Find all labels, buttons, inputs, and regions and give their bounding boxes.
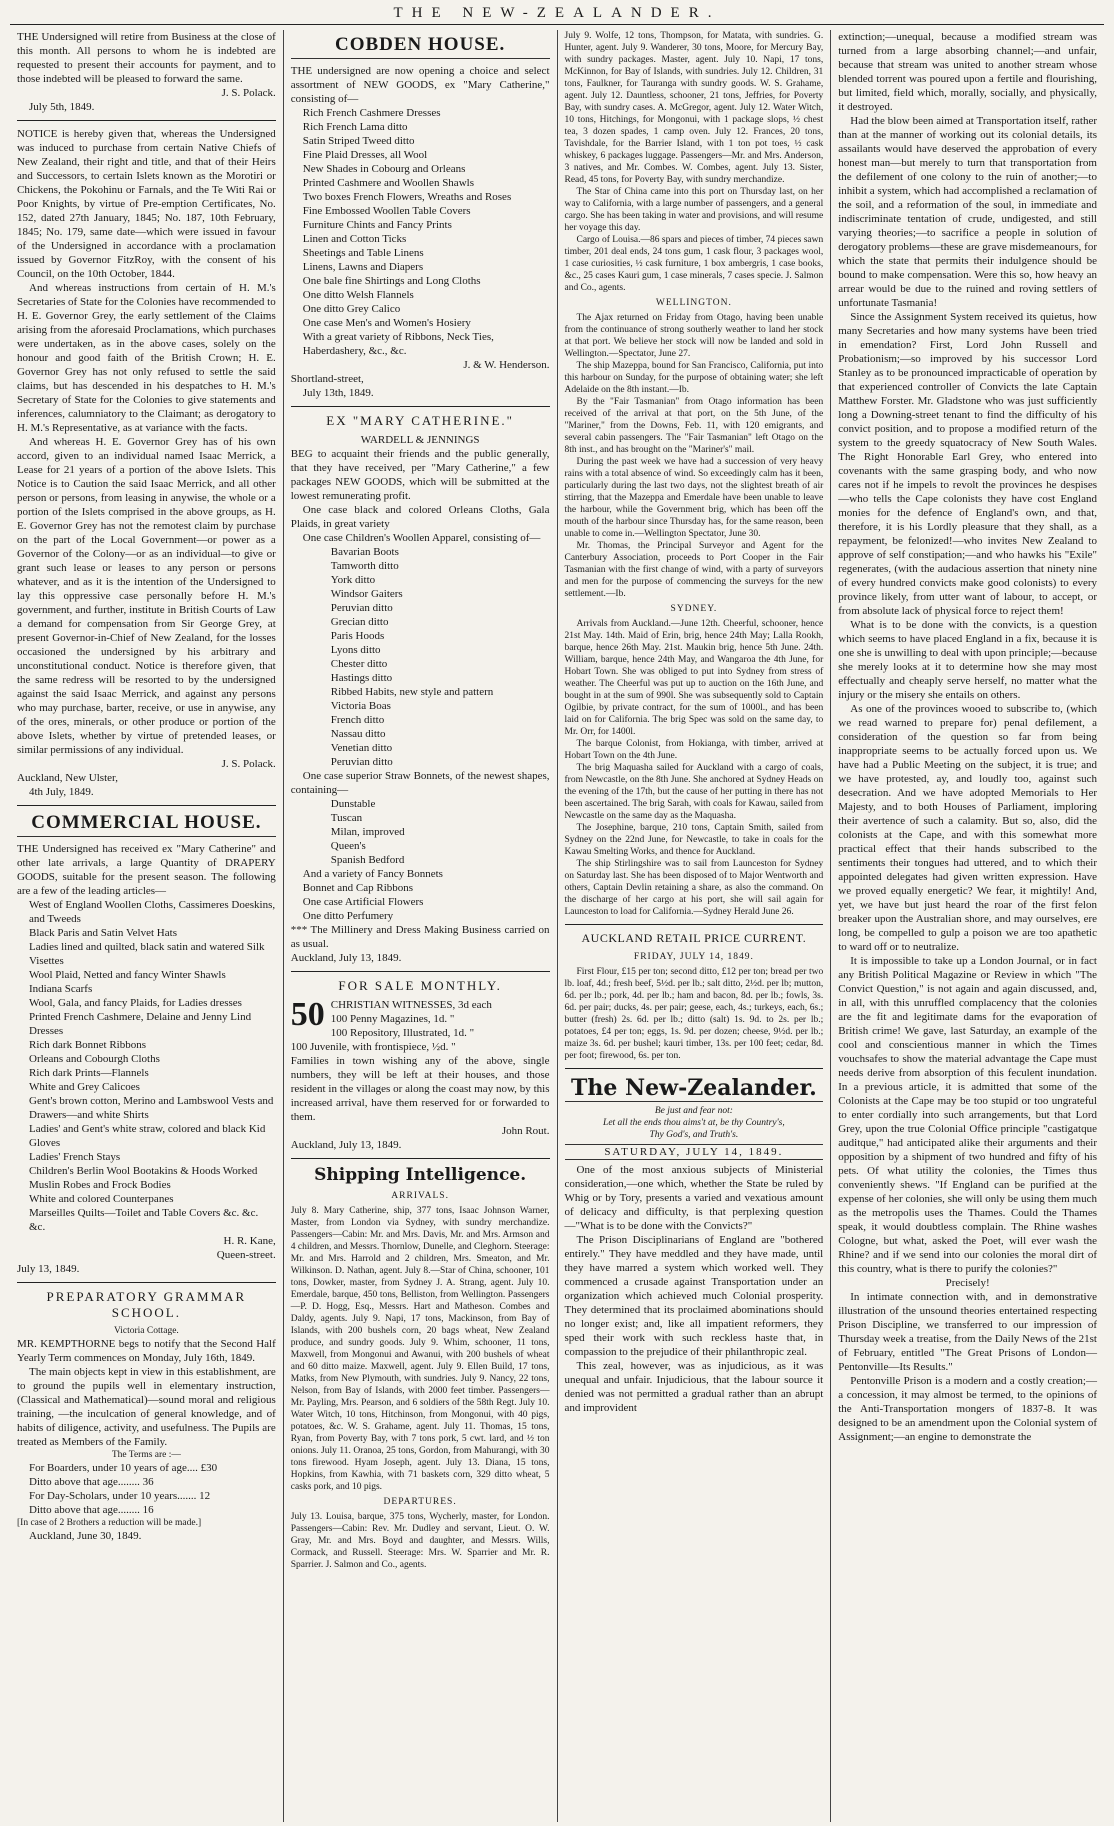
list-item: Bavarian Boots — [330, 546, 399, 558]
list-item: Ditto above that age........ 36 — [29, 1476, 154, 1488]
grammar-school-title: PREPARATORY GRAMMAR SCHOOL. — [46, 1289, 247, 1320]
list-item: Grecian ditto — [330, 616, 389, 628]
leader-paragraph-5: Had the blow been aimed at Transportation itself, rather than at the manner of working out its colonial details, its assailants would have deserved the approbation of every honest man—but merely to turn that transportation from the defilement of one colony to the ruin of another;—to inhibit a system, which had accomplished a reclamation of the soil, and a reformation of the soul, in immediate and indiscriminate tentation of crude, undigested, and still varying theories;—to sacrifice a people in solution of derogatory problems—these are grave misdemeanours, for which the state that permits their indulgence should be bound to make compensation. Were this so, how heavy an arrear would be due to the ruined and roving settlers of unfortunate Tasmania! — [838, 115, 1097, 309]
cobden-place: Shortland-street, — [290, 373, 364, 385]
retail-price-text: First Flour, £15 per ton; second ditto, £12 per ton; bread per two lb. loaf, 4d.; fresh beef, 5½d. per lb.; salt ditto, 2½d. per lb; mutton, 6d. per lb.; pork, 4d. per lb.; ham and bacon, 8d. per lb.; fowls, 3s. 6d. per pair; ducks, 4s. per pair; geese, each, 4s.; turkeys, each, 6s.; butter (fresh) 2s. 6d. per lb.; ditto (salt) 1s. 9d. to 2s. per lb.; potatoes, £4 per ton; eggs, 1s. 9d. per dozen; cheese, 9½d. per lb.; maize 3s. 6d. per bushel; kauri timber, 13s. per 100 feet; cedar, 8d. per foot; firewood, 6s. per ton. — [564, 967, 824, 1061]
grammar-note: [In case of 2 Brothers a reduction will be made.] — [17, 1518, 202, 1528]
list-item: Gent's brown cotton, Merino and Lambswool Vests and Drawers—and white Shirts — [29, 1095, 274, 1121]
leader-paragraph-7: What is to be done with the convicts, is a question which seems to have placed England in a fix, because it is one she is unwilling to deal with upon principle;—because she merely looks at it to determine how she may most effectually and cheaply serve herself, no matter what the injury or the misery she entails on others. — [838, 619, 1097, 701]
divider — [565, 1068, 824, 1069]
list-item: West of England Woollen Cloths, Cassimeres Doeskins, and Tweeds — [29, 899, 276, 925]
list-item: Indiana Scarfs — [29, 983, 93, 995]
list-item: 100 Penny Magazines, 1d. " — [330, 1013, 455, 1025]
departures-text: July 13. Louisa, barque, 375 tons, Wycherly, master, for London. Passengers—Cabin: Rev. Mr. Dudley and servant, Lieut. O. W. Gray, Mr. and Mrs. Boyd and daughter, and Messrs. Wills, Cormack, and Russell. Steerage: Mrs. W. Sparrier and Mr. R. Sparrier. J. Salmon and Co., agents. — [290, 1512, 550, 1570]
list-item: York ditto — [330, 574, 376, 586]
list-item: Milan, improved — [330, 826, 405, 838]
notice-retire-signature: J. S. Polack. — [221, 87, 276, 99]
list-item: One ditto Welsh Flannels — [302, 289, 414, 301]
list-item: One bale fine Shirtings and Long Cloths — [302, 275, 481, 287]
notice-retire-date: July 5th, 1849. — [29, 101, 95, 113]
mazeppa-text: The ship Mazeppa, bound for San Francisco, California, put into this harbour on Sunday, for the purpose of obtaining water; she left Adelaide on the 8th instant.—Ib. — [564, 361, 824, 395]
motto-line-1: Be just and fear not: — [654, 1106, 733, 1116]
wardell-intro-3: One case Children's Woollen Apparel, consisting of— — [302, 532, 541, 544]
departures-head: DEPARTURES. — [383, 1497, 457, 1507]
divider — [17, 805, 276, 806]
wardell-more-items — [291, 867, 550, 923]
list-item: Tuscan — [330, 812, 363, 824]
list-item: Marseilles Quilts—Toilet and Table Covers &c. &c. &c. — [29, 1207, 259, 1233]
masthead: THE NEW-ZEALANDER. — [10, 0, 1104, 25]
leader-paragraph-6: Since the Assignment System received its quietus, how many Secretaries and how many systems have been tried in emendation? First, Lord John Russell and Probationism;—so improved by his successor Lord Stanley as to be pronounced impracticable of operation by that experienced controller of Convicts the late Captain Matthew Forster. Mr. Gladstone who was just sufficiently long a Downing-street tenant to find the difficulty of his convict position, and to propose a modified return of the system to the greedy squatocracy of New South Wales. The Right Honorable Earl Grey, who entered into covenants with the same grasping body, and who now cares not if he impels to revolt the provinces he despises—who tells the Cape colonists they have cost England monies for the defence of England's own, and that, therefore, it is his Lordly pleasure that they shall, as a repayment, be felonized!—who invites New Zealand to approve of self constipation;—and who hawks his "Exile" regenerates, (with the audacious assertion that ninety nine of every hundred convicts make good colonists) to every province likely, from utter want of labour, to accept, or from absolute lack of physical force to reject them! — [838, 311, 1097, 617]
list-item: Victoria Boas — [330, 700, 391, 712]
list-item: Queen's — [330, 840, 366, 852]
list-item: Wool Plaid, Netted and fancy Winter Shawls — [29, 969, 226, 981]
list-item: Rich French Cashmere Dresses — [302, 107, 441, 119]
list-item: Peruvian ditto — [330, 756, 393, 768]
list-item: 100 Juvenile, with frontispiece, ½d. " — [290, 1041, 456, 1053]
list-item: Nassau ditto — [330, 728, 386, 740]
wardell-items — [291, 545, 550, 769]
list-item: Satin Striped Tweed ditto — [302, 135, 415, 147]
ex-mary-catherine-title: EX "MARY CATHERINE." — [326, 413, 514, 428]
leader-paragraph-4: extinction;—unequal, because a modified stream was turned from a large absorbing channel;—and unfair, because that stream was united to another stream whose blended torrent was poured upon a fertile and flourishing, but limited, field which, morally, socially, and physically, it destroyed. — [838, 31, 1097, 113]
list-item: Furniture Chints and Fancy Prints — [302, 219, 452, 231]
sale-block — [291, 998, 550, 1054]
list-item: Ditto above that age........ 16 — [29, 1504, 154, 1516]
list-item: Orleans and Cobourgh Cloths — [29, 1053, 160, 1065]
list-item: One ditto Grey Calico — [302, 303, 401, 315]
issue-date: SATURDAY, JULY 14, 1849. — [565, 1144, 824, 1160]
commercial-intro: THE Undersigned has received ex "Mary Catherine" and other late arrivals, a large Quantity of DRAPERY GOODS, suitable for the present season. The following are a few of the leading articles— — [17, 843, 276, 897]
fair-tasmanian-text: By the "Fair Tasmanian" from Otago information has been received of the arrival at that port, on the 5th June, of the "Mariner," from the Downs, Feb. 11, with 120 emigrants, and several cabin passengers. The "Fair Tasmanian" left Otago on the 8th inst., and has brought on the "Mariner's" mail. — [564, 397, 824, 455]
cobden-items — [291, 106, 550, 358]
list-item: Ladies lined and quilted, black satin and watered Silk Visettes — [29, 941, 265, 967]
list-item: Black Paris and Satin Velvet Hats — [29, 927, 177, 939]
cobden-intro: THE undersigned are now opening a choice and select assortment of NEW GOODS, ex "Mary Catherine," consisting of— — [290, 65, 550, 105]
leader-paragraph-2: The Prison Disciplinarians of England are "bothered entirely." They have meddled and they have made, until they have marred a system which worked well. They commenced a crusade against Transportation under an organization which achieved much Colonial prosperity. They determined that its proclaimed abominations should no longer exist; and, like all impatient reformers, they sped their work with such reckless haste that, in compassion to the prejudice of their philanthropic zeal. — [564, 1234, 824, 1358]
sale-text: Families in town wishing any of the above, single numbers, they will be left at their houses, and those resident in the villages or along the coast may now, by this increased arrival, have them reserved for or forwarded to them. — [290, 1055, 550, 1123]
list-item: Chester ditto — [330, 658, 388, 670]
list-item: Two boxes French Flowers, Wreaths and Roses — [302, 191, 512, 203]
grammar-school-text-2: The main objects kept in view in this establishment, are to ground the pupils well in elementary instruction, (Classical and Mathematical)—sound moral and religious training, —the inculcation of general knowledge, and of habits of diligence, activity, and usefulness. The Pupils are treated as Members of the Family. — [17, 1366, 276, 1448]
wardell-straw: One case superior Straw Bonnets, of the newest shapes, containing— — [290, 770, 550, 796]
wardell-jennings-head: WARDELL & JENNINGS — [360, 434, 480, 446]
paper-title: The New-Zealander. — [565, 1075, 824, 1102]
motto-line-3: Thy God's, and Truth's. — [649, 1130, 739, 1140]
list-item: Fine Plaid Dresses, all Wool — [302, 149, 428, 161]
sydney-text-5: The ship Stirlingshire was to sail from Launceston for Sydney on Saturday last. She has been disposed of to Major Wentworth and others, Captain Devlin retaining a share, as also the command. On the discharge of her cargo at his port, she will sail again for Launceston to load for California.—Sydney Herald June 26. — [564, 859, 824, 917]
column-4 — [830, 30, 1104, 1822]
list-item: Peruvian ditto — [330, 602, 393, 614]
list-item: Ribbed Habits, new style and pattern — [330, 686, 494, 698]
retail-price-date: FRIDAY, JULY 14, 1849. — [633, 952, 754, 962]
list-item: With a great variety of Ribbons, Neck Ties, Haberdashery, &c., &c. — [302, 331, 494, 357]
divider — [291, 1158, 550, 1159]
sydney-head: SYDNEY. — [670, 604, 718, 614]
star-of-china-text: The Star of China came into this port on Thursday last, on her way to California, with a large number of passengers, and a general cargo. She has been taking in water and provisions, and will resume her voyage this day. — [564, 187, 824, 233]
cobden-date: July 13th, 1849. — [302, 387, 374, 399]
wardell-straw-items — [291, 797, 550, 867]
list-item: Rich dark Bonnet Ribbons — [29, 1039, 147, 1051]
list-item: One ditto Perfumery — [302, 910, 394, 922]
motto-line-2: Let all the ends thou aims't at, be thy Country's, — [603, 1118, 785, 1128]
cargo-louisa-text: Cargo of Louisa.—86 spars and pieces of timber, 74 pieces sawn timber, 201 deal ends, 24 tons gum, 1 cask flour, 3 packages wool, 1 case curiosities, ½ cask furniture, 1 box ambergris, 1 case books, &c., 25 cases Kauri gum, 1 case minerals, 7 cases specie. J. Salmon and Co., agents. — [564, 235, 824, 293]
notice-islets-3: And whereas H. E. Governor Grey has of his own accord, given to an individual named Isaac Merrick, a Lease for 21 years of a portion of the above Islets. This Notice is to Caution the said Isaac Merrick, and all other person or persons, from leasing in anywise, the whole or a portion of the Islets comprised in the above groups, as H. E. Governor Grey has not the remotest claim by purchase on the part of the Local Government—or power as a Governor of the Colony—or as an individual—to give or grant such lease or leases to any person or persons whatever, and as it is the intention of the Undersigned to lay this oppressive case personally before H. M.'s government, and further, institute in British Courts of Law a demand for compensation from Sir George Grey, at present Governor-in-Chief of New Zealand, for the losses occasioned the undersigned by his arbitrary and unconstitutional conduct. Notice is therefore given, that the same redress will be resorted to by the undersigned against the said Isaac Merrick, and against any persons who may purchase, barter, receive, or use in anywise, any of the ores, minerals, or other produce or portion of the above Islets, whether by virtue of pretended leases, or similar permissions of any individual. — [17, 436, 276, 756]
list-item: Sheetings and Table Linens — [302, 247, 424, 259]
list-item: French ditto — [330, 714, 385, 726]
divider — [291, 971, 550, 972]
for-sale-title: FOR SALE MONTHLY. — [338, 978, 502, 993]
grammar-school-text: MR. KEMPTHORNE begs to notify that the Second Half Yearly Term commences on Monday, July 16th, 1849. — [17, 1338, 276, 1364]
list-item: Rich French Lama ditto — [302, 121, 408, 133]
thomas-text: Mr. Thomas, the Principal Surveyor and Agent for the Canterbury Association, proceeds to Port Cooper in the Fair Tasmanian with the first change of wind, with a party of surveyors and men for the purpose of commencing the surveys for the new settlement.—Ib. — [564, 541, 824, 599]
notice-islets-2: And whereas instructions from certain of H. M.'s Secretaries of State for the Colonies have recommended to H. E. Governor Grey, the early settlement of the Claims arising from the aforesaid Proclamations, which purchases were undertaken, as in the above cases, solely on the honour and good faith of the British Crown; H. E. Governor Grey has not only refused to settle the said claims, but has descended in his despatches to H. M.'s Secretary of State for the Colonies to give statements and inferences, calumniatory to the Claimant; as derogatory to H. M.'s Representative, as at variance with the facts. — [17, 282, 276, 434]
list-item: New Shades in Cobourg and Orleans — [302, 163, 466, 175]
list-item: Children's Berlin Wool Bootakins & Hoods Worked Muslin Robes and Frock Bodies — [29, 1165, 258, 1191]
notice-islets: NOTICE is hereby given that, whereas the Undersigned was induced to purchase from certain Native Chiefs of New Zealand, their right and title, and that of their Heirs and Successors, to certain Islets known as the Morotiri or Chickens, the Pokohinu or Farnals, and the Te Witi Rai or Poor Knights, by virtue of Pre-emption Certificates, No. 152, dated 27th January, 1845; No. 187, 10th February, 1845; No. 179, same date—which were issued in favour of the Undersigned in accordance with a proclamation issued by Governor FitzRoy, with the consent of his Council, on the 10th October, 1844. — [17, 128, 276, 280]
sydney-text: Arrivals from Auckland.—June 12th. Cheerful, schooner, hence 21st May. 14th. Maid of Erin, brig, hence 24th May; Lalla Rookh, barque, hence 26th May. 21st. Maukin brig, hence 5th June. 24th. William, barque, hence 24th May, and Wangaroa the 4th June, for Hobart Town. She was obliged to put into Sydney from stress of weather. The Cheerful was put up to auction on the 16th June, and bought in at the sum of 990l. She was subsequently sold to Captain Ogilbie, by private contract, for the sum of 1000l., and has been laid on for California. The brig Spec was sold on the same day, to Mr. Orr, for 1400l. — [564, 619, 824, 737]
leader-paragraph-1: One of the most anxious subjects of Ministerial consideration,—one which, whether the State be ruled by Whig or by Tory, presents a varied and vexatious amount of delicacy and difficulty, is that perplexing question—"What is to be done with the Convicts?" — [564, 1164, 824, 1232]
leader-paragraph-9: It is impossible to take up a London Journal, or in fact any British Political Magazine or Review in which "The Convict Question," is not again and again discussed, and, in all, with this unruffled complacency that the colonies are the fit and legitimate dams for the evaporation of British crime! We gave, last Saturday, an example of the cool and conscientious manner in which the Times vouchsafes to show the material advantage the Cape must needs derive from absorption of this feculent inundation. In a previous article, it is admitted that some of the Colonists at the Cape may be too stupid or too ungrateful to enter cordially into such arrangements, but that Lord Grey, upon the true Colonial Office principle "castigatque auditque," had anticipated alike their arguments and their opposition by a shipment of two hundred and fifty of his pets. Of what utility the colonies, the Times thus conveniently shews. "If England can be purified at the expense of her colonies, she will only be using them much as the metropolis uses the Thames. Could the Thames speak, it would doubtless complain. The Rhine washes Cologne, but what, asked the Poet, will ever wash the Rhine? and if we send into our colonies the moral dirt of this country, what is there to purify the colonies?" — [838, 955, 1097, 1275]
wardell-intro-2: One case black and colored Orleans Cloths, Gala Plaids, in great variety — [290, 504, 550, 530]
grammar-terms-head: The Terms are :— — [111, 1450, 181, 1460]
list-item: White and Grey Calicoes — [29, 1081, 140, 1093]
sale-big-number: 50 — [290, 998, 325, 1033]
grammar-school-sub: Victoria Cottage. — [113, 1326, 179, 1336]
list-item: Wool, Gala, and fancy Plaids, for Ladies dresses — [29, 997, 242, 1009]
list-item: Linen and Cotton Ticks — [302, 233, 407, 245]
shipping-intelligence-title: Shipping Intelligence. — [314, 1165, 527, 1185]
arrivals-text: July 8. Mary Catherine, ship, 377 tons, Isaac Johnson Warner, Master, from London via Sydney, with sundry merchandize. Passengers—Cabin: Mr. and Mrs. Davis, Mr. and Mrs. Armson and 4 children, and Messrs. Thornlow, Dunelle, and Cleghorn. Steerage: Mr. and Mrs. Harrold and 2 children, Mrs. Smeaton, and Mr. Wilkinson. D. Nathan, agent. July 8.—Star of China, schooner, 101 tons, Dowker, master, from Sydney J. A. Strang, agent. July 10. Emerdale, barque, 450 tons, Belliston, from Wellington. Passengers—P. D. Hogg, Esq., Messrs. Hart and Matheson. Combes and Daldy, agents. July 9. Napi, 17 tons, Mackinson, from Bay of Islands, with 200 bushels corn, 20 bags wheat, New Zealand produce, and sundry goods. July 9. Whim, schooner, 11 tons, Maxwell, from Mongonui and Awanui, with 200 bushels of wheat and 60 ditto maize. Maxwell, agent. July 9. Ellen Build, 17 tons, Matks, from New Plymouth, with sundries. July 9. Nancy, 22 tons, Nelson, from Bay of Islands, with 2000 feet timber. Passengers—Mr. Payling, Mrs. Pearson, and 6 soldiers of the 58th Regt. July 10. Water Witch, 10 tons, Hitchinson, from Mongonui, with 40 pigs, potatoes, &c. W. S. Grahame, agent. July 11. Thomas, 15 tons, Ryan, from Poverty Bay, with 7 tons pork, 5 cwt. lard, and ½ ton onions. July 11. Oranoa, 25 tons, Gordon, from Mahurangi, with 30 tons firewood. Hyam Joseph, agent. July 13. Diana, 15 tons, Hopkins, from Kawhia, with 71 baskets corn, 329 ditto wheat, 5 casks pork, and 10 pigs. — [290, 1206, 550, 1492]
notice-islets-place: Auckland, New Ulster, — [17, 772, 118, 784]
cobden-house-title: COBDEN HOUSE. — [291, 34, 550, 59]
list-item: Paris Hoods — [330, 630, 385, 642]
grammar-date: Auckland, June 30, 1849. — [29, 1530, 142, 1542]
sydney-text-4: The Josephine, barque, 210 tons, Captain Smith, sailed from Sydney on the 22nd June, for Newcastle, to take in coals for the Kawau Smelting Works, and thence for Auckland. — [564, 823, 824, 857]
column-3 — [557, 30, 831, 1822]
sydney-text-2: The barque Colonist, from Hokianga, with timber, arrived at Hobart Town on the 4th June. — [564, 739, 824, 761]
arrivals-head: ARRIVALS. — [391, 1191, 449, 1201]
list-item: Printed French Cashmere, Delaine and Jenny Lind Dresses — [29, 1011, 252, 1037]
sale-signature: John Rout. — [501, 1125, 550, 1137]
cobden-signature: J. & W. Henderson. — [463, 359, 550, 371]
divider — [291, 406, 550, 407]
divider — [17, 1282, 276, 1283]
notice-islets-date: 4th July, 1849. — [29, 786, 94, 798]
list-item: One case Men's and Women's Hosiery — [302, 317, 471, 329]
list-item: For Day-Scholars, under 10 years....... 12 — [29, 1490, 211, 1502]
commercial-signature: H. R. Kane, — [223, 1235, 276, 1247]
sale-lines — [291, 998, 550, 1054]
commercial-date: July 13, 1849. — [17, 1263, 80, 1275]
list-item: White and colored Counterpanes — [29, 1193, 174, 1205]
leader-precisely: Precisely! — [945, 1277, 990, 1289]
weather-text: During the past week we have had a succession of very heavy rains with a total absence of wind. So exceedingly calm has it been, particularly during the last two days, not the slightest breath of air stirring, that the Mazeppa and Emerdale have been unable to leave the harbour, while the Government brig, which has been off the mouth of the harbour since Thursday has, for the same reason, been unable to come in.—Wellington Spectator, June 30. — [564, 457, 824, 539]
list-item: For Boarders, under 10 years of age.... £30 — [29, 1462, 218, 1474]
leader-paragraph-10: In intimate connection with, and in demonstrative illustration of the unsound theories entertained respecting Prison Discipline, we transferred to our impression of Thursday week a treatise, from the Daily News of the 21st of February, entitled "The Great Prisons of London—Pentonville—Its Results." — [838, 1291, 1097, 1373]
divider — [17, 120, 276, 121]
commercial-items — [17, 898, 276, 1234]
notice-retire: THE Undersigned will retire from Business at the close of this month. All persons to whom he is indebted are requested to present their accounts for payment, and to those indebted will be pleased to forward the same. — [17, 31, 276, 85]
wellington-head: WELLINGTON. — [655, 298, 732, 308]
leader-paragraph-3: This zeal, however, was as injudicious, as it was unequal and unfair. Injudicious, that the labour source it denied was not permitted a gradual rather than an abrupt and improvident — [564, 1360, 824, 1414]
column-2 — [283, 30, 557, 1822]
column-1 — [10, 30, 283, 1822]
clearances-text: July 9. Wolfe, 12 tons, Thompson, for Matata, with sundries. G. Hunter, agent. July 9. Wanderer, 30 tons, Moore, for Mercury Bay, with sundry packages. Master, agent. July 10. Napi, 17 tons, McKinnon, for Bay of Islands, with sundries. July 12. Children, 31 tons, Faulkner, for Tauranga with sundry goods. W. S. Grahame, agent. July 12. Dauntless, schooner, 21 tons, Jeffries, for Poverty Bay, with sundry cases. A. McGregor, agent. July 12. Water Witch, 10 tons, Hitchings, for Mongonui, with 1 package slops, ½ chest tea, 3 dozen spades, 1 camp oven. July 12. Frances, 20 tons, Tavishdale, for the Barrier Island, with 1 ton pot toes, ½ cask whiskey, 6 packages luggage. Passengers—Mr. and Mrs. Anderson, 3 natives, and Mr. Combes. W. Combes, agent. July 13. Sister, Read, 45 tons, for Poverty Bay, with sundry merchandize. — [564, 31, 824, 185]
leader-paragraph-11: Pentonville Prison is a modern and a costly creation;—a concession, it may almost be termed, to the opinions of the Anti-Transportation mongers of 1837-8. It was designed to be an amendment upon the Colonial system of Assignment;—an engine to demonstrate the — [838, 1375, 1097, 1443]
list-item: Ladies' and Gent's white straw, colored and black Kid Gloves — [29, 1123, 266, 1149]
list-item: Windsor Gaiters — [330, 588, 403, 600]
wellington-text: The Ajax returned on Friday from Otago, having been unable from the continuance of strong southerly weather to land her stock at that port. We believe her stock will now be landed and sold in Wellington.—Spectator, June 27. — [564, 313, 824, 359]
list-item: Lyons ditto — [330, 644, 381, 656]
commercial-house-title: COMMERCIAL HOUSE. — [17, 812, 276, 837]
grammar-terms — [17, 1461, 276, 1517]
list-item: Venetian ditto — [330, 742, 393, 754]
list-item: 100 Repository, Illustrated, 1d. " — [330, 1027, 475, 1039]
list-item: Linens, Lawns and Diapers — [302, 261, 424, 273]
commercial-place: Queen-street. — [216, 1249, 276, 1261]
list-item: Ladies' French Stays — [29, 1151, 121, 1163]
divider — [565, 924, 824, 925]
wardell-note: *** The Millinery and Dress Making Business carried on as usual. — [290, 924, 550, 950]
list-item: CHRISTIAN WITNESSES, 3d each — [330, 999, 492, 1011]
list-item: Printed Cashmere and Woollen Shawls — [302, 177, 474, 189]
list-item: And a variety of Fancy Bonnets — [302, 868, 443, 880]
list-item: Rich dark Prints—Flannels — [29, 1067, 149, 1079]
sydney-text-3: The brig Maquasha sailed for Auckland with a cargo of coals, from Newcastle, on the 8th June. She anchored at Sydney Heads on the evening of the 17th, but the cause of her putting in there has not been ascertained. The brig Sarah, with coals for Kawau, sailed from Newcastle on the same day as the Maquasha. — [564, 763, 824, 821]
retail-price-title: AUCKLAND RETAIL PRICE CURRENT. — [581, 931, 807, 945]
list-item: Dunstable — [330, 798, 376, 810]
notice-islets-signature: J. S. Polack. — [221, 758, 276, 770]
list-item: Bonnet and Cap Ribbons — [302, 882, 414, 894]
list-item: One case Artificial Flowers — [302, 896, 424, 908]
list-item: Spanish Bedford — [330, 854, 405, 866]
sale-date: Auckland, July 13, 1849. — [290, 1139, 402, 1151]
list-item: Hastings ditto — [330, 672, 393, 684]
list-item: Tamworth ditto — [330, 560, 399, 572]
wardell-date: Auckland, July 13, 1849. — [290, 952, 402, 964]
wardell-intro: BEG to acquaint their friends and the public generally, that they have received, per "Mary Catherine," a few packages NEW GOODS, which will be submitted at the lowest remunerating profit. — [290, 448, 550, 502]
list-item: Fine Embossed Woollen Table Covers — [302, 205, 471, 217]
leader-paragraph-8: As one of the provinces wooed to subscribe to, (which we read warned to prepare for) penal defilement, a consideration of the question so far from being inappropriate seems to be actually forced upon us. We have had a Public Meeting on the subject, it is true; and we have protested, ay, and loudly too, against such desecration. And we have adopted Memorials to Her Majesty, and to both Houses of Parliament, imploring their avertence of such a calamity. But so, also, did the colonists at the Cape, and with this somewhat more practical effect that their hands subscribed to the sentiments their tongues had uttered, and to which their appointed delegates had given written expression. Have we proved equally energetic? We fear, it mightily! And, yet, we have but just heard the roar of the first felon breaker upon the Australian shore, and may ourselves, ere long, be compelled to gulp a poison we are too apathetic to ward off or to neutralize. — [838, 703, 1097, 953]
